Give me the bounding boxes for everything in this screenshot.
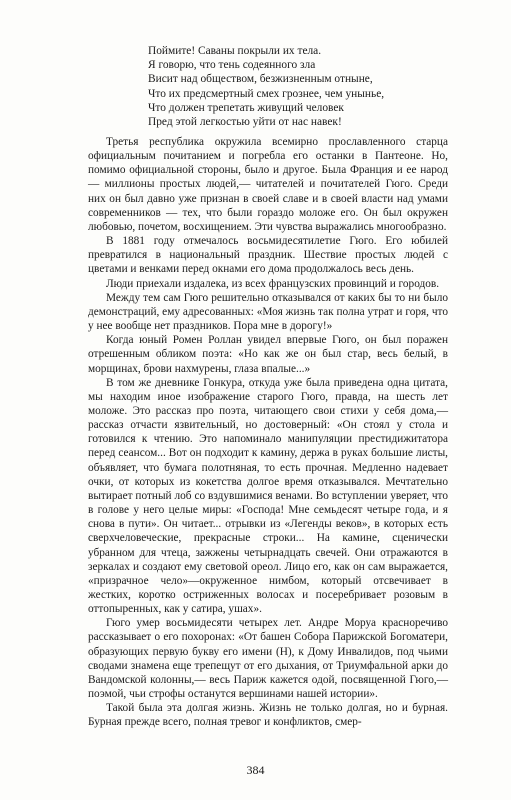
paragraph: Третья республика окружила всемирно прославленного старца официальным почитанием и погребла его останки в Пантеоне. Но, помимо официальной стороны, было и другое. Была Франция и ее народ — миллионы простых людей,— читателей и почитателей Гюго. Среди них он был давно уже признан в своей славе и в своей власти над умами современников — тех, что были гораздо моложе его. Он был окружен любовью, почетом, восхищением. Эти чувства выражались многообразно. xyxy=(88,136,448,233)
poem-line: Пред этой легкостью уйти от нас навек! xyxy=(148,116,342,129)
poem-line: Что должен трепетать живущий человек xyxy=(148,101,344,114)
paragraph: Между тем сам Гюго решительно отказывался от каких бы то ни было демонстраций, ему адресованных: «Моя жизнь так полна утрат и горя, что у нее вообще нет праздников. Пора мне в дорогу!» xyxy=(88,291,448,333)
poem-line: Поймите! Саваны покрыли их тела. xyxy=(148,45,322,57)
epigraph-poem xyxy=(148,44,468,129)
paragraph: В 1881 году отмечалось восьмидесятилетие Гюго. Его юбилей превратился в национальный праздник. Шествие простых людей с цветами и венками перед окнами его дома продолжалось весь день. xyxy=(88,235,448,276)
body-text xyxy=(88,135,448,730)
paragraph: В том же дневнике Гонкура, откуда уже была приведена одна цитата, мы находим иное изображение старого Гюго, правда, на шесть лет моложе. Это рассказ про поэта, читающего свои стихи у себя дома,— рассказ отчасти язвительный, но достоверный: «Он стоял у стола и готовился к чтению. Это напоминало манипуляции престидижитатора перед сеансом... Вот он подходит к камину, держа в руках большие листы, объявляет, что бумага полотняная, то есть прочная. Медленно надевает очки, от которых из кокетства долгое время отказывался. Мечтательно вытирает потный лоб со вздувшимися венами. Во вступлении уверяет, что в голове у него целые миры: «Господа! Мне семьдесят четыре года, и я снова в пути». Он читает... отрывки из «Легенды веков», в которых есть сверхчеловеческие, прекрасные строки... На камине, сценически убранном для чтеца, зажжены четырнадцать свечей. Они отражаются в зеркалах и создают ему световой ореол. Лицо его, как он сам выражается, «призрачное чело»—окруженное нимбом, который отсвечивает в жестких, коротко остриженных волосах и посеребривает розовым в оттопыренных, как у сатира, ушах». xyxy=(88,376,448,616)
page-number: 384 xyxy=(246,763,265,777)
paragraph: Такой была эта долгая жизнь. Жизнь не только долгая, но и бурная. Бурная прежде всего, полная тревог и конфликтов, смер- xyxy=(88,702,448,729)
paragraph: Люди приехали издалека, из всех французских провинций и городов. xyxy=(106,277,440,290)
paragraph: Гюго умер восьмидесяти четырех лет. Андре Моруа красноречиво рассказывает о его похоронах: «От башен Собора Парижской Богоматери, образующих первую букву его имени (Н), к Дому Инвалидов, под чьими сводами знамена еще трепещут от его дыхания, от Триумфальной арки до Вандомской колонны,— весь Париж кажется одой, посвященной Гюго,— поэмой, чьи строфы останутся вершинами нашей истории». xyxy=(88,617,448,701)
paragraph: Когда юный Ромен Роллан увидел впервые Гюго, он был поражен отрешенным обликом поэта: «Но как же он был стар, весь белый, в морщинах, брови нахмурены, глаза впалые...» xyxy=(88,334,448,375)
poem-line: Висит над обществом, безжизненным отныне, xyxy=(148,73,373,86)
poem-line: Я говорю, что тень содеянного зла xyxy=(148,59,316,72)
poem-line: Что их предсмертный смех грознее, чем унынье, xyxy=(148,87,385,100)
